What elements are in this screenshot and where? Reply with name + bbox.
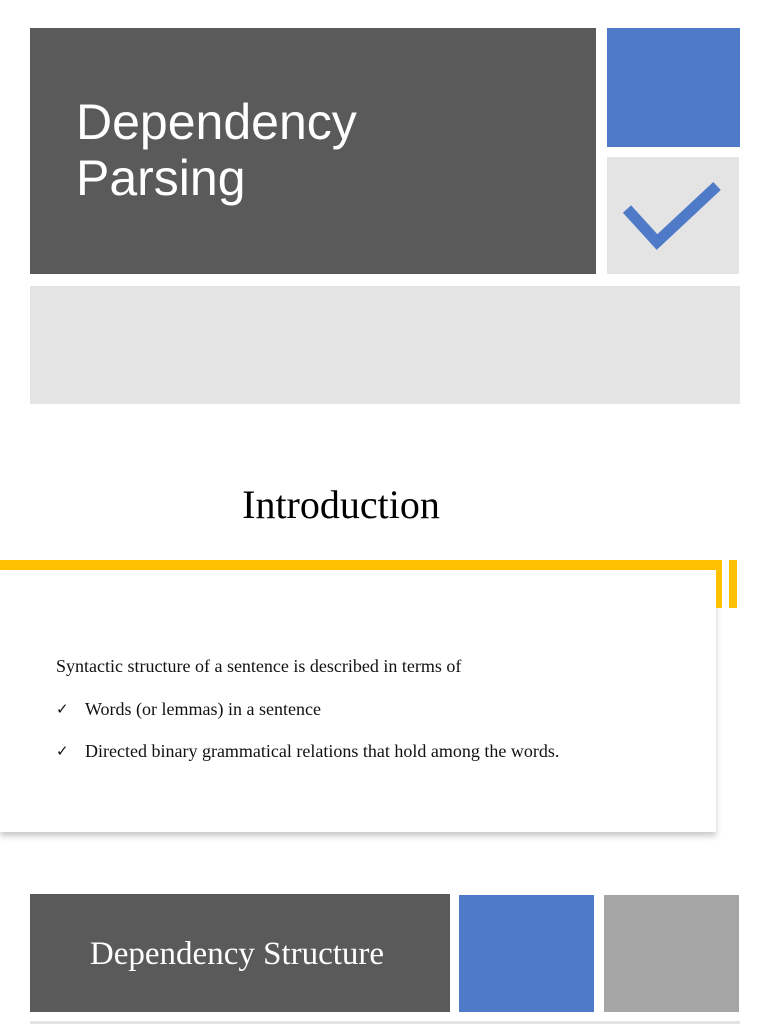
intro-text: Syntactic structure of a sentence is described in terms of <box>56 656 462 676</box>
slide-title <box>76 94 357 206</box>
slide-title-line-1: Dependency <box>76 94 357 150</box>
accent-bar <box>729 560 737 608</box>
accent-line <box>0 560 722 570</box>
subtitle-band <box>30 286 740 404</box>
section-banner <box>30 894 450 1012</box>
bullet-text: Directed binary grammatical relations that hold among the words. <box>85 741 560 761</box>
section-heading: Introduction <box>242 482 440 527</box>
title-slide-banner <box>30 28 596 274</box>
checkmark-tile <box>607 157 739 274</box>
slide-title-line-2: Parsing <box>76 150 246 206</box>
checkmark-bullet-icon: ✓ <box>56 700 69 718</box>
bullet-text: Words (or lemmas) in a sentence <box>85 699 321 719</box>
checkmark-bullet-icon: ✓ <box>56 742 69 760</box>
section-title: Dependency Structure <box>89 936 385 972</box>
checkmark-icon <box>607 157 739 274</box>
blue-accent-square <box>607 28 740 147</box>
accent-bar <box>716 560 722 608</box>
blue-accent-square <box>459 895 594 1012</box>
grey-accent-square <box>604 895 739 1012</box>
